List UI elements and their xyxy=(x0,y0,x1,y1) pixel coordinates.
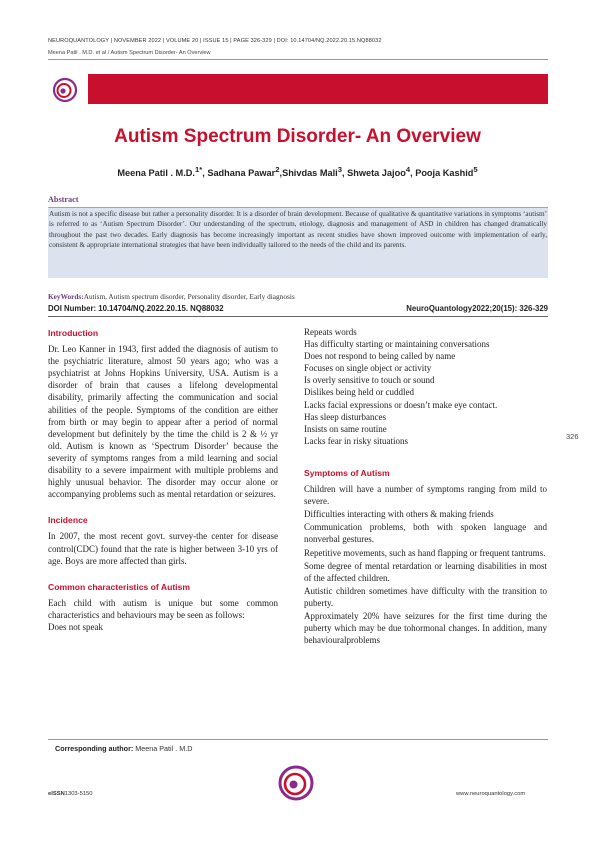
list-item: Children will have a number of symptoms ranging from mild to severe. xyxy=(304,484,547,507)
list-item: Focuses on single object or activity xyxy=(304,363,432,374)
author-affiliation: 2 xyxy=(275,165,280,174)
article-title: Autism Spectrum Disorder- An Overview xyxy=(114,126,481,147)
characteristics-list xyxy=(304,326,547,447)
list-item: Some degree of mental retardation or learning disabilities in most of the affected children. xyxy=(304,560,547,583)
list-item: Approximately 20% have seizures for the first time during the puberty which may be due tohormonal changes. In addition, many behaviouralproblems xyxy=(304,610,547,646)
author-name: Shivdas Mali xyxy=(282,168,338,179)
corresponding-author-label: Corresponding author: xyxy=(55,744,134,753)
author-name: Shweta Jajoo xyxy=(347,168,406,179)
symptoms-list xyxy=(304,483,547,646)
author-affiliation: 5 xyxy=(473,165,478,174)
incidence-paragraph: In 2007, the most recent govt. survey-the center for disease control(CDC) found that the rate is higher between 3-10 yrs of age. Boys are more affected than girls. xyxy=(48,531,278,566)
neuroquantology-logo-icon xyxy=(276,763,316,803)
abstract-heading: Abstract xyxy=(48,195,79,204)
citation: NeuroQuantology2022;20(15): 326-329 xyxy=(406,304,548,313)
section-heading-introduction: Introduction xyxy=(48,328,99,338)
list-item: Does not speak xyxy=(48,621,103,632)
left-column xyxy=(48,327,278,633)
list-item: Repeats words xyxy=(304,327,357,337)
author-name: Pooja Kashid xyxy=(415,168,474,179)
list-item: Dislikes being held or cuddled xyxy=(304,387,414,398)
issn-prefix: e xyxy=(48,791,52,797)
keywords xyxy=(48,292,295,301)
list-item: Lacks fear in risky situations xyxy=(304,435,408,446)
header-divider xyxy=(48,59,548,60)
page-number: 326 xyxy=(566,432,579,441)
list-item: Difficulties interacting with others & making friends xyxy=(304,509,494,520)
list-item: Lacks facial expressions or doesn’t make eye contact. xyxy=(304,399,498,410)
abstract-text: Autism is not a specific disease but rather a personality disorder. It is a disorder of brain development. Because of qualitative & quantitative variations in symptoms ‘autism’ is referred to as ‘Autism Spectrum Disorder’. Our understanding of the spectrum, etiology, diagnosis and management of ASD in children has changed dramatically throughout the past two decades. Early diagnosis has become increasingly important as recent studies have shown improved outcome with implementation of early, consistent & appropriate international strategies that have been individually tailored to the needs of the child and its parents. xyxy=(49,210,547,249)
introduction-paragraph: Dr. Leo Kanner in 1943, first added the diagnosis of autism to the psychiatric literature, almost 50 years ago; who was a psychiatrist at Johns Hopkins University, USA. Autism is a disorder of brain that causes a lifelong developmental disability, primarily affecting the communication and social abilities of the people. Symptoms of the condition are either from birth or may begin to appear after a period of normal development but definitely by the time the child is 2 & ½ yr old. Autism is known as ‘Spectrum Disorder’ because the severity of symptoms ranges from a mild learning and social disability to a severe impairment with multiple problems and highly unusual behavior. The disorder may occur alone or accompanying problems such as mental retardation or seizures. xyxy=(48,344,278,500)
running-authors-header: Meena Patil . M.D. et al / Autism Spectrum Disorder- An Overview xyxy=(48,50,211,56)
neuroquantology-logo-icon xyxy=(52,77,78,103)
keywords-text: Autism, Autism spectrum disorder, Personality disorder, Early diagnosis xyxy=(83,292,295,301)
author-list: Meena Patil . M.D.$^{1*}$, Sadhana Pawar$^2$,Shivdas Mali$^3$, Shweta Jajoo$^4$, Pooja Kashid$^5$ xyxy=(117,165,478,179)
section-heading-incidence: Incidence xyxy=(48,515,88,526)
author-affiliation: 1* xyxy=(194,165,203,174)
author-affiliation: 4 xyxy=(405,165,411,174)
issn-label: ISSN xyxy=(51,791,65,797)
footer-divider xyxy=(48,739,548,740)
list-item: Insists on same routine xyxy=(304,423,387,434)
section-heading-common-characteristics: Common characteristics of Autism xyxy=(48,581,190,592)
journal-website: www.neuroquantology.com xyxy=(456,791,526,797)
issn xyxy=(48,791,93,797)
issn-value: 1303-5150 xyxy=(64,791,93,797)
right-column xyxy=(304,326,547,647)
doi-divider xyxy=(48,316,548,317)
list-item: Does not respond to being called by name xyxy=(304,351,456,362)
journal-banner xyxy=(88,74,548,104)
author-name: Meena Patil . M.D. xyxy=(117,168,195,179)
section-heading-symptoms: Symptoms of Autism xyxy=(304,467,390,478)
author-affiliation: 3 xyxy=(337,165,342,174)
list-item: Autistic children sometimes have difficulty with the transition to puberty. xyxy=(304,585,547,608)
journal-meta-header: NEUROQUANTOLOGY | NOVEMBER 2022 | VOLUME 20 | ISSUE 15 | PAGE 326-329 | DOI: 10.14704/NQ.2022.20.15.NQ88032 xyxy=(48,38,382,44)
list-item: Is overly sensitive to touch or sound xyxy=(304,375,435,386)
list-item: Repetitive movements, such as hand flapping or frequent tantrums. xyxy=(304,547,546,558)
author-name: Sadhana Pawar xyxy=(207,168,276,179)
common-characteristics-paragraph: Each child with autism is unique but some common characteristics and behaviours may be seen as follows: xyxy=(48,597,278,620)
doi-number: DOI Number: 10.14704/NQ.2022.20.15. NQ88032 xyxy=(48,304,224,313)
corresponding-author-name: Meena Patil . M.D xyxy=(135,744,193,753)
keywords-label: KeyWords: xyxy=(48,292,84,301)
list-item: Communication problems, both with spoken language and nonverbal gestures. xyxy=(304,522,547,545)
list-item: Has sleep disturbances xyxy=(304,411,386,422)
corresponding-author xyxy=(55,744,192,753)
list-item: Has difficulty starting or maintaining conversations xyxy=(304,339,490,350)
